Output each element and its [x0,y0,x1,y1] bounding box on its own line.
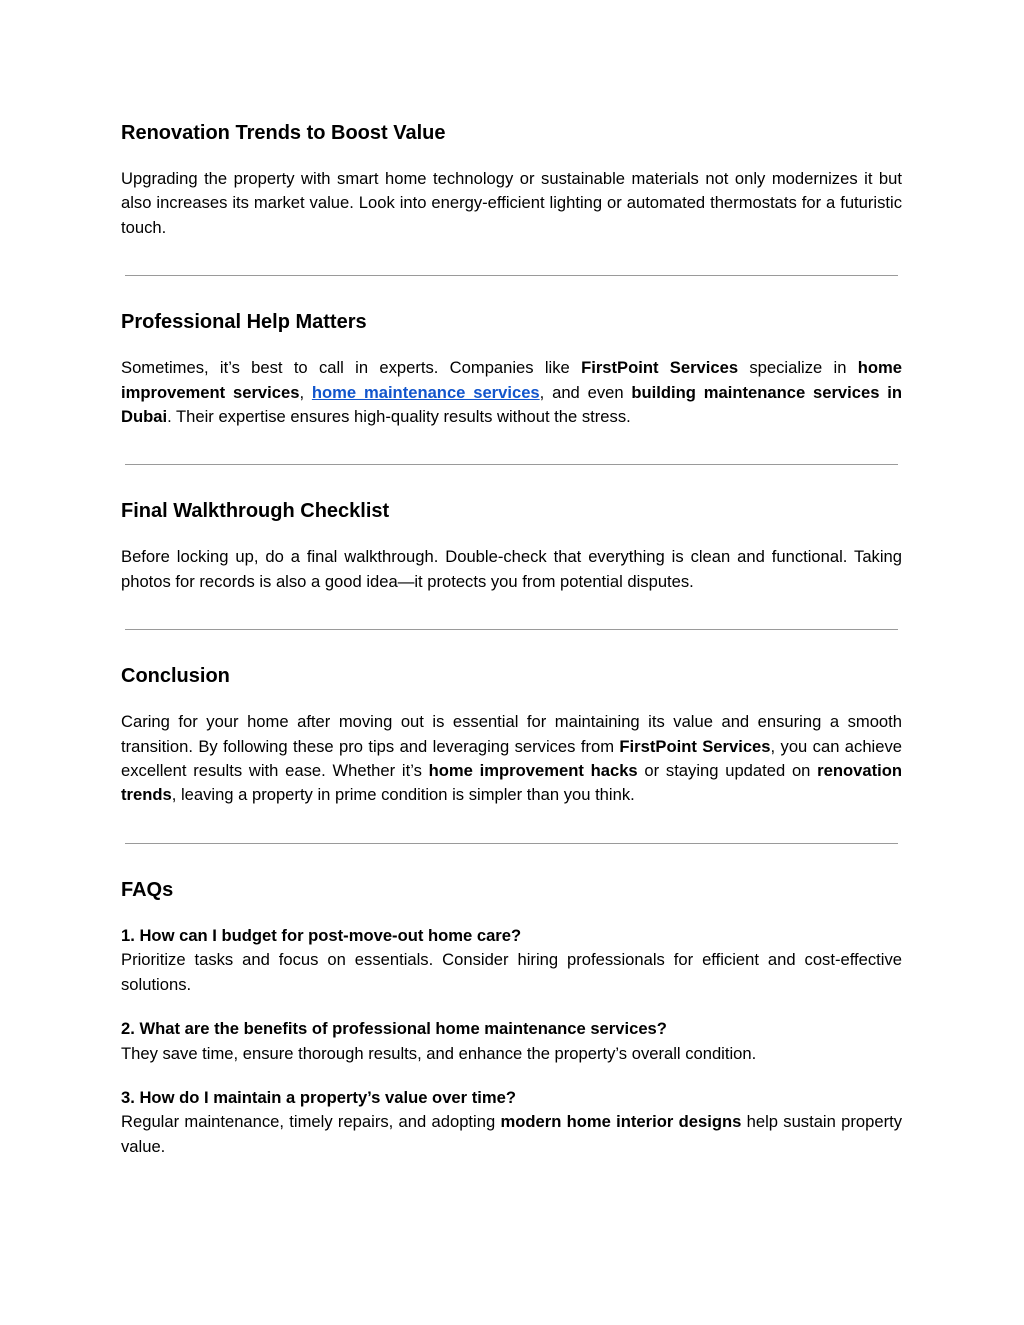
bold-keyword: home improvement services [121,358,903,402]
body-text: specialize in [738,358,858,378]
body-text: . Their expertise ensures high-quality results without the stress. [167,407,631,427]
divider [125,629,898,630]
faqs-heading: FAQs [121,878,174,901]
document-content [121,121,902,1159]
section-body-renovation-trends: Upgrading the property with smart home technology or sustainable materials not only modernizes it but also increases its market value. Look into energy-efficient lighting or automated thermostats for a futuristic touch. [121,169,902,237]
section-heading-renovation-trends: Renovation Trends to Boost Value [121,122,446,144]
bold-keyword: home improvement hacks [428,761,638,781]
body-text: or staying updated on [637,761,818,781]
faq-item [121,1086,902,1159]
body-text: , and even [539,382,632,402]
bold-keyword: building maintenance services in Dubai [121,382,902,427]
body-text: Sometimes, it’s best to call in experts. Companies like [121,358,582,378]
divider [125,275,898,276]
section-heading-final-walkthrough: Final Walkthrough Checklist [121,500,390,523]
home-maintenance-services-link[interactable]: home maintenance services [311,382,540,402]
body-text: Caring for your home after moving out is essential for maintaining its value and ensuring a smooth transition. By following these pro tips and leveraging services from [121,712,902,756]
section-heading-conclusion: Conclusion [121,665,230,688]
company-name: FirstPoint Services [581,358,739,378]
bold-keyword: renovation trends [121,761,902,805]
faq-item [121,924,902,997]
section-body-professional-help [121,356,902,429]
section-heading-professional-help: Professional Help Matters [121,311,367,334]
body-text: Regular maintenance, timely repairs, and adopting [121,1112,501,1132]
body-text: , leaving a property in prime condition is simpler than you think. [171,785,635,805]
faq-question: 3. How do I maintain a property’s value over time? [121,1087,516,1107]
body-text: , you can achieve excellent results with ease. Whether it’s [121,736,902,781]
body-text: help sustain property value. [121,1112,903,1156]
divider [125,464,898,465]
company-name: FirstPoint Services [619,736,771,756]
faq-answer: Prioritize tasks and focus on essentials. Consider hiring professionals for efficient and cost-effective solutions. [121,950,902,994]
body-text: , [299,382,312,402]
faq-question: 2. What are the benefits of professional home maintenance services? [121,1019,667,1039]
faq-answer: They save time, ensure thorough results, and enhance the property’s overall condition. [121,1043,757,1063]
divider [125,843,898,844]
faq-answer [121,1110,902,1159]
faq-item [121,1017,902,1066]
bold-keyword: modern home interior designs [500,1112,742,1132]
section-body-conclusion [121,710,902,808]
section-body-final-walkthrough: Before locking up, do a final walkthrough. Double-check that everything is clean and functional. Taking photos for records is also a good idea—it protects you from potential disputes. [121,547,902,591]
faq-question: 1. How can I budget for post-move-out home care? [121,925,522,945]
